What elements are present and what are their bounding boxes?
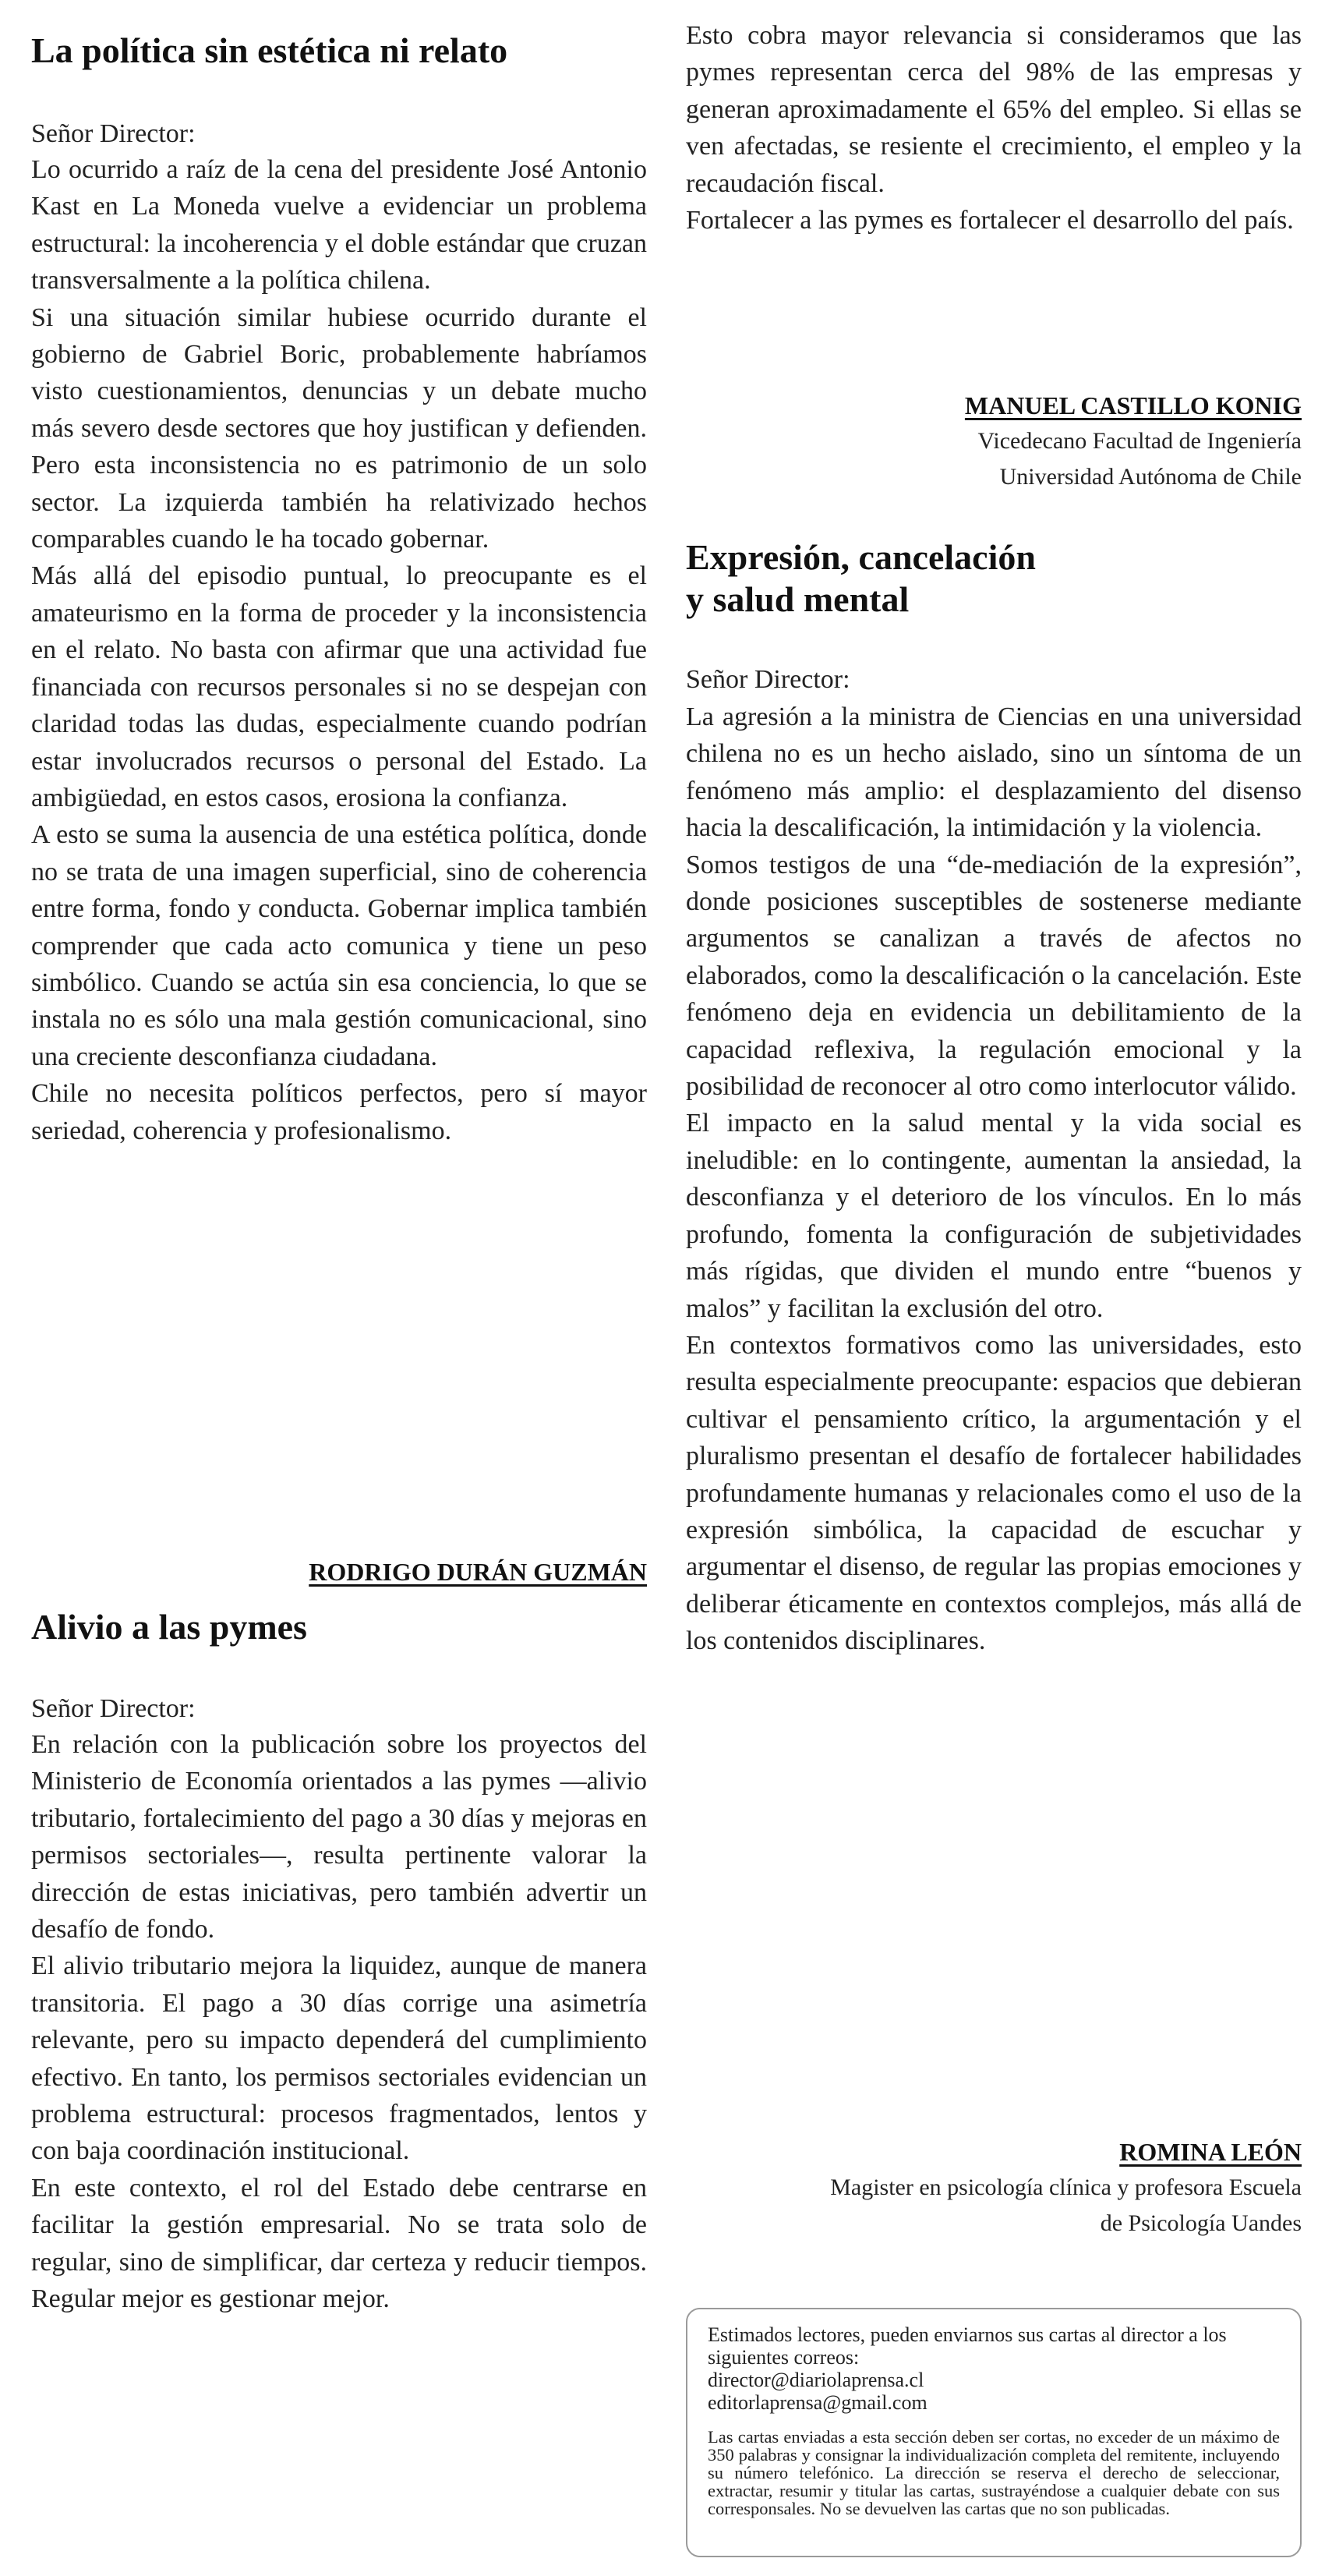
letter-3-title-line: y salud mental [686,579,910,619]
notice-email-director: director@diariolaprensa.cl [708,2369,924,2391]
letter-3-paragraph: Somos testigos de una “de-mediación de la expresión”, donde posiciones susceptibles de sostenerse mediante argumentos se canalizan a través de afectos no elaborados, como la descalificación o la cancelación. Este fenómeno deja en evidencia un debilitamiento de la capacidad reflexiva, la regulación emocional y la posibilidad de reconocer al otro como interlocutor válido. [686,850,1302,1102]
letter-2-paragraph: En este contexto, el rol del Estado debe centrarse en facilitar la gestión empresarial. No se trata solo de regular, sino de simplificar, dar certeza y reducir tiempos. Regular mejor es gestionar mejor. [31,2173,647,2314]
notice-rules: Las cartas enviadas a esta sección deben ser cortas, no exceder de un máximo de 350 palabras y consignar la individualización completa del remitente, incluyendo su número telefónico. La dirección se reserva el derecho de seleccionar, extractar, resumir y titular las cartas, sustrayéndose a cualquier debate con sus corresponsales. No se devuelven las cartas que no son publicadas. [708,2427,1280,2518]
letter-1-author: RODRIGO DURÁN GUZMÁN [309,1558,647,1586]
letter-1-salutation: Señor Director: [31,119,196,148]
letter-3-title-line: Expresión, cancelación [686,537,1036,577]
reader-notice-box [686,2308,1302,2557]
letter-3-paragraph: En contextos formativos como las universidades, esto resulta especialmente preocupante: espacios que debieran cultivar el pensamiento crítico, la argumentación y el pluralismo presentan el desafío de fortalecer habilidades profundamente humanas y relacionales como el uso de la expresión simbólica, la capacidad de escuchar y argumentar el disenso, de regular las propias emociones y deliberar éticamente en contextos complejos, más allá de los contenidos disciplinares. [686,1330,1302,1656]
letter-2-body [31,1726,647,2318]
letter-1-paragraph: Más allá del episodio puntual, lo preocupante es el amateurismo en la forma de proceder y la inconsistencia en el relato. No basta con afirmar que una actividad fue financiada con recursos personales si no se despejan con claridad todas las dudas, especialmente cuando podrían estar involucrados recursos o personal del Estado. La ambigüedad, en estos casos, erosiona la confianza. [31,561,647,812]
letter-1-title: La política sin estética ni relato [31,30,508,70]
letter-3-paragraph: El impacto en la salud mental y la vida social es ineludible: en lo contingente, aumentan la ansiedad, la desconfianza y el deterioro de los vínculos. En lo más profundo, fomenta la configuración de subjetividades más rígidas, que dividen el mundo entre “buenos y malos” y facilitan la exclusión del otro. [686,1109,1302,1323]
letter-1-paragraph: A esto se suma la ausencia de una estética política, donde no se trata de una imagen superficial, sino de coherencia entre forma, fondo y conducta. Gobernar implica también comprender que cada acto comunica y tiene un peso simbólico. Cuando se actúa sin esa conciencia, lo que se instala no es sólo una mala gestión comunicacional, sino una creciente desconfianza ciudadana. [31,820,647,1071]
letter-3-affiliation-line-2: de Psicología Uandes [1100,2210,1302,2236]
letter-1-paragraph: Chile no necesita políticos perfectos, pero sí mayor seriedad, coherencia y profesionalismo. [31,1079,647,1145]
letter-1-paragraph: Lo ocurrido a raíz de la cena del presidente José Antonio Kast en La Moneda vuelve a evidenciar un problema estructural: la incoherencia y el doble estándar que cruzan transversalmente a la política chilena. [31,155,647,295]
letter-3-title [686,536,1302,621]
letter-2-paragraph: En relación con la publicación sobre los proyectos del Ministerio de Economía orientados a las pymes —alivio tributario, fortalecimiento del pago a 30 días y mejoras en permisos sectoriales—, resulta pertinente valorar la dirección de estas iniciativas, pero también advertir un desafío de fondo. [31,1730,647,1944]
letter-1-paragraph: Si una situación similar hubiese ocurrido durante el gobierno de Gabriel Boric, probablemente habríamos visto cuestionamientos, denuncias y un debate mucho más severo desde sectores que hoy justifican y defienden. Pero esta inconsistencia no es patrimonio de un solo sector. La izquierda también ha relativizado hechos comparables cuando le ha tocado gobernar. [31,303,647,554]
letter-3-affiliation-line-1: Magister en psicología clínica y profesora Escuela [830,2174,1302,2200]
letter-2-paragraph: El alivio tributario mejora la liquidez, aunque de manera transitoria. El pago a 30 días corrige una asimetría relevante, pero su impacto dependerá del cumplimiento efectivo. En tanto, los permisos sectoriales evidencian un problema estructural: procesos fragmentados, lentos y con baja coordinación institucional. [31,1951,647,2166]
letter-2-affiliation-line-1: Vicedecano Facultad de Ingeniería [977,428,1302,454]
letter-3-salutation: Señor Director: [686,665,850,694]
letter-2-affiliation-line-2: Universidad Autónoma de Chile [999,464,1302,490]
letter-2-title: Alivio a las pymes [31,1607,307,1647]
letter-1-body [31,151,647,1149]
notice-intro: Estimados lectores, pueden enviarnos sus cartas al director a los siguientes correos: [708,2323,1227,2369]
letter-2-salutation: Señor Director: [31,1694,196,1723]
letter-2-paragraph: Fortalecer a las pymes es fortalecer el desarrollo del país. [686,206,1294,235]
letter-2-body-continued [686,17,1302,239]
letter-2-author: MANUEL CASTILLO KONIG [964,391,1302,419]
letter-3-body [686,699,1302,1660]
letter-3-paragraph: La agresión a la ministra de Ciencias en una universidad chilena no es un hecho aislado, sino un síntoma de un fenómeno más amplio: el desplazamiento del disenso hacia la descalificación, la intimidación y la violencia. [686,702,1302,843]
letter-3-author: ROMINA LEÓN [1119,2138,1302,2166]
notice-email-editor: editorlaprensa@gmail.com [708,2391,928,2414]
letter-2-paragraph: Esto cobra mayor relevancia si consideramos que las pymes representan cerca del 98% de las empresas y generan aproximadamente el 65% del empleo. Si ellas se ven afectadas, se resiente el crecimiento, el empleo y la recaudación fiscal. [686,21,1302,198]
